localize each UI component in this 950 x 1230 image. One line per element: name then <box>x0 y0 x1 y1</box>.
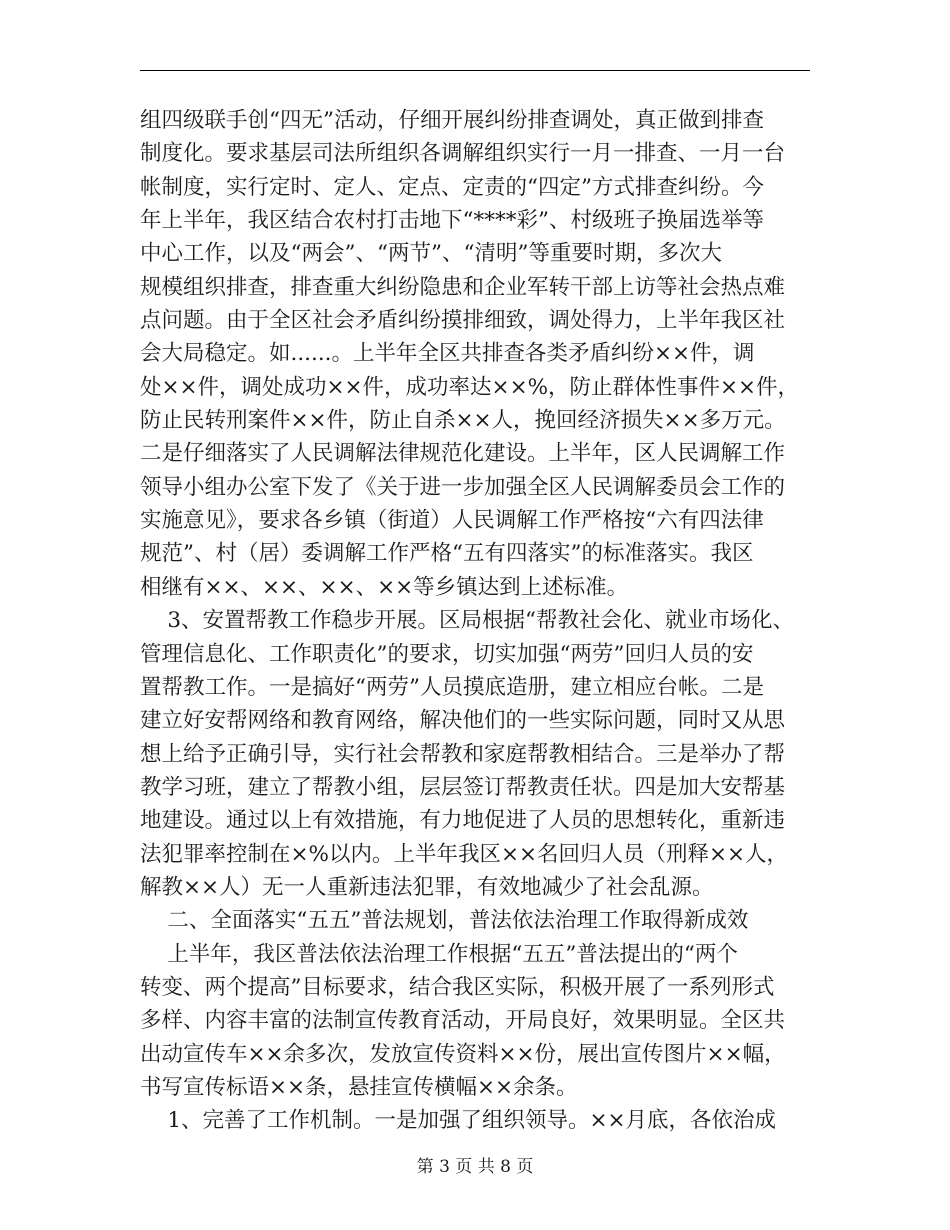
text-line: 多样、内容丰富的法制宣传教育活动，开局良好，效果明显。全区共 <box>140 1008 786 1034</box>
body-text <box>140 104 830 1138</box>
text-line: 二是仔细落实了人民调解法律规范化建设。上半年，区人民调解工作 <box>140 441 786 467</box>
text-line: 地建设。通过以上有效措施，有力地促进了人员的思想转化，重新违 <box>140 808 786 834</box>
text-line: 想上给予正确引导，实行社会帮教和家庭帮教相结合。三是举办了帮 <box>140 741 786 767</box>
text-line: 建立好安帮网络和教育网络，解决他们的一些实际问题，同时又从思 <box>140 708 786 734</box>
text-line: 年上半年，我区结合农村打击地下“****彩”、村级班子换届选举等 <box>140 208 764 234</box>
text-line: 书写宣传标语××条，悬挂宣传横幅××余条。 <box>140 1074 578 1100</box>
text-line: 中心工作，以及“两会”、“两节”、“清明”等重要时期，多次大 <box>140 241 722 267</box>
header-rule <box>140 70 810 71</box>
text-line: 实施意见》，要求各乡镇（街道）人民调解工作严格按“六有四法律 <box>140 508 764 534</box>
text-line: 规范”、村（居）委调解工作严格“五有四落实”的标准落实。我区 <box>140 541 754 567</box>
text-line: 二、全面落实“五五”普法规划，普法依法治理工作取得新成效 <box>140 908 749 934</box>
text-line: 3、安置帮教工作稳步开展。区局根据“帮教社会化、就业市场化、 <box>140 608 795 634</box>
text-line: 1、完善了工作机制。一是加强了组织领导。××月底，各依治成 <box>140 1108 777 1134</box>
text-line: 点问题。由于全区社会矛盾纠纷摸排细致，调处得力，上半年我区社 <box>140 308 786 334</box>
text-line: 出动宣传车××余多次，发放宣传资料××份，展出宣传图片××幅， <box>140 1041 786 1067</box>
text-line: 相继有××、××、××、××等乡镇达到上述标准。 <box>140 574 629 600</box>
text-line: 教学习班，建立了帮教小组，层层签订帮教责任状。四是加大安帮基 <box>140 774 786 800</box>
page-number-footer: 第 3 页 共 8 页 <box>416 1157 534 1177</box>
text-line: 法犯罪率控制在×%以内。上半年我区××名回归人员（刑释××人， <box>140 841 789 867</box>
text-line: 置帮教工作。一是搞好“两劳”人员摸底造册，建立相应台帐。二是 <box>140 674 764 700</box>
text-line: 会大局稳定。如......。上半年全区共排查各类矛盾纠纷××件，调 <box>140 341 755 367</box>
text-line: 制度化。要求基层司法所组织各调解组织实行一月一排查、一月一台 <box>140 141 786 167</box>
text-line: 组四级联手创“四无”活动，仔细开展纠纷排查调处，真正做到排查 <box>140 108 764 133</box>
text-line: 帐制度，实行定时、定人、定点、定责的“四定”方式排查纠纷。今 <box>140 174 764 200</box>
text-line: 防止民转刑案件××件，防止自杀××人，挽回经济损失××多万元。 <box>140 408 786 434</box>
text-line: 处××件，调处成功××件，成功率达××%，防止群体性事件××件， <box>140 374 800 400</box>
text-line: 上半年，我区普法依法治理工作根据“五五”普法提出的“两个 <box>140 941 738 967</box>
text-line: 转变、两个提高”目标要求，结合我区实际，积极开展了一系列形式 <box>140 974 775 1000</box>
text-line: 管理信息化、工作职责化”的要求，切实加强“两劳”回归人员的安 <box>140 641 754 667</box>
text-line: 解教××人）无一人重新违法犯罪，有效地减少了社会乱源。 <box>140 874 714 900</box>
text-line: 领导小组办公室下发了《关于进一步加强全区人民调解委员会工作的 <box>140 474 786 500</box>
text-line: 规模组织排查，排查重大纠纷隐患和企业军转干部上访等社会热点难 <box>140 274 786 300</box>
